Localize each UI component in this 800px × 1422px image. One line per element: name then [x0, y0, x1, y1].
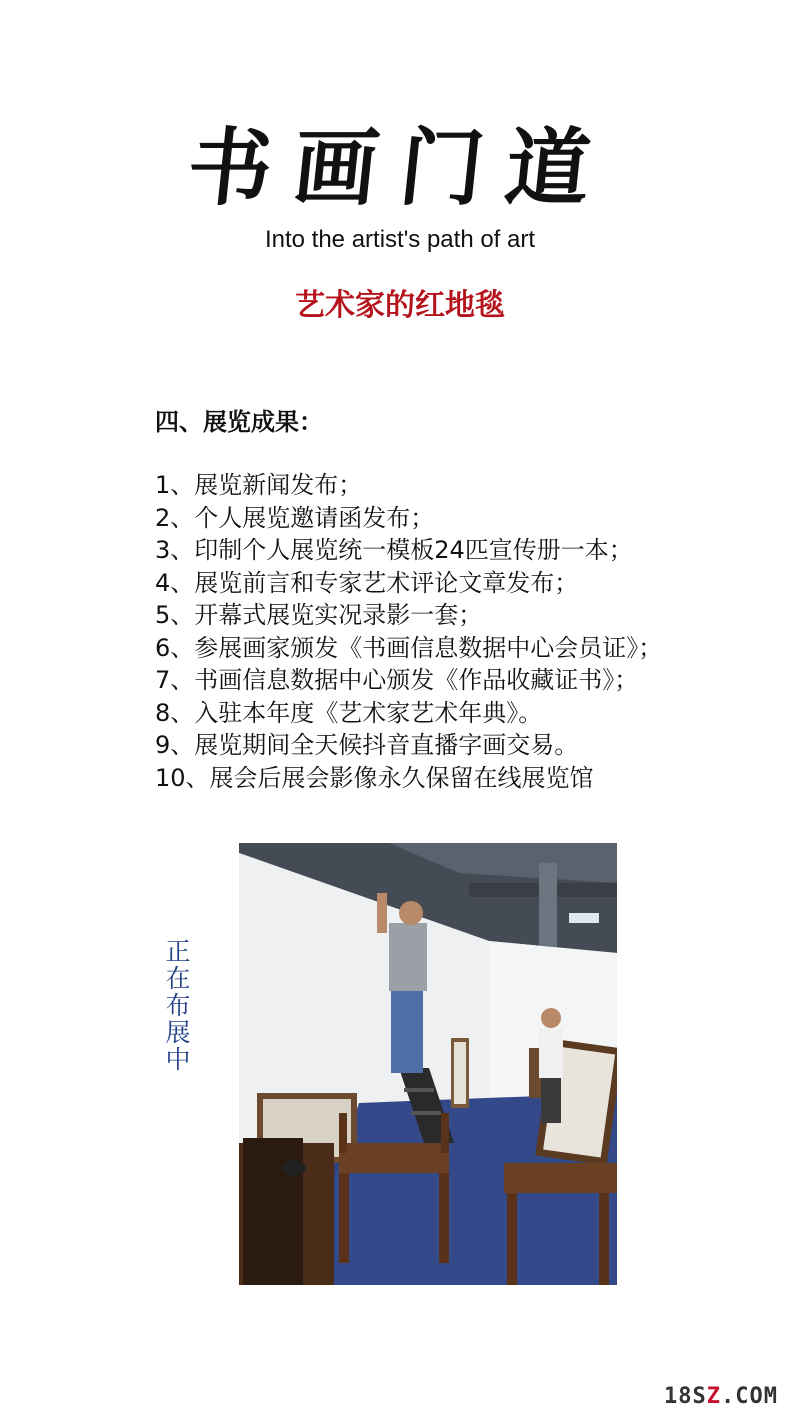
list-item: 5、开幕式展览实况录影一套；: [155, 601, 483, 629]
site-watermark: [664, 1384, 778, 1409]
logo-title: 书画门道: [182, 118, 618, 217]
watermark-prefix: 18S: [664, 1384, 707, 1409]
photo-caption: 正在布展中: [162, 938, 191, 1073]
subtitle-chinese: 艺术家的红地毯: [295, 288, 505, 323]
list-item: 1、展览新闻发布；: [155, 471, 363, 499]
subtitle-english: Into the artist's path of art: [264, 226, 536, 253]
list-item: 9、展览期间全天候抖音直播字画交易。: [155, 731, 579, 759]
section-heading: 四、展览成果：: [155, 408, 323, 436]
results-list: [155, 469, 765, 794]
exhibition-setup-photo: [239, 843, 617, 1285]
list-item: 4、展览前言和专家艺术评论文章发布；: [155, 568, 579, 597]
list-item: 7、书画信息数据中心颁发《作品收藏证书》；: [155, 666, 639, 694]
list-item: 8、入驻本年度《艺术家艺术年典》。: [155, 698, 543, 727]
list-item: 3、印制个人展览统一模板24匹宣传册一本；: [155, 536, 633, 564]
watermark-suffix: .COM: [721, 1384, 778, 1409]
list-item: 2、个人展览邀请函发布；: [155, 503, 435, 532]
list-item: 6、参展画家颁发《书画信息数据中心会员证》；: [155, 633, 663, 662]
list-item: 10、展会后展会影像永久保留在线展览馆: [155, 763, 594, 792]
watermark-highlight: Z: [706, 1384, 722, 1409]
